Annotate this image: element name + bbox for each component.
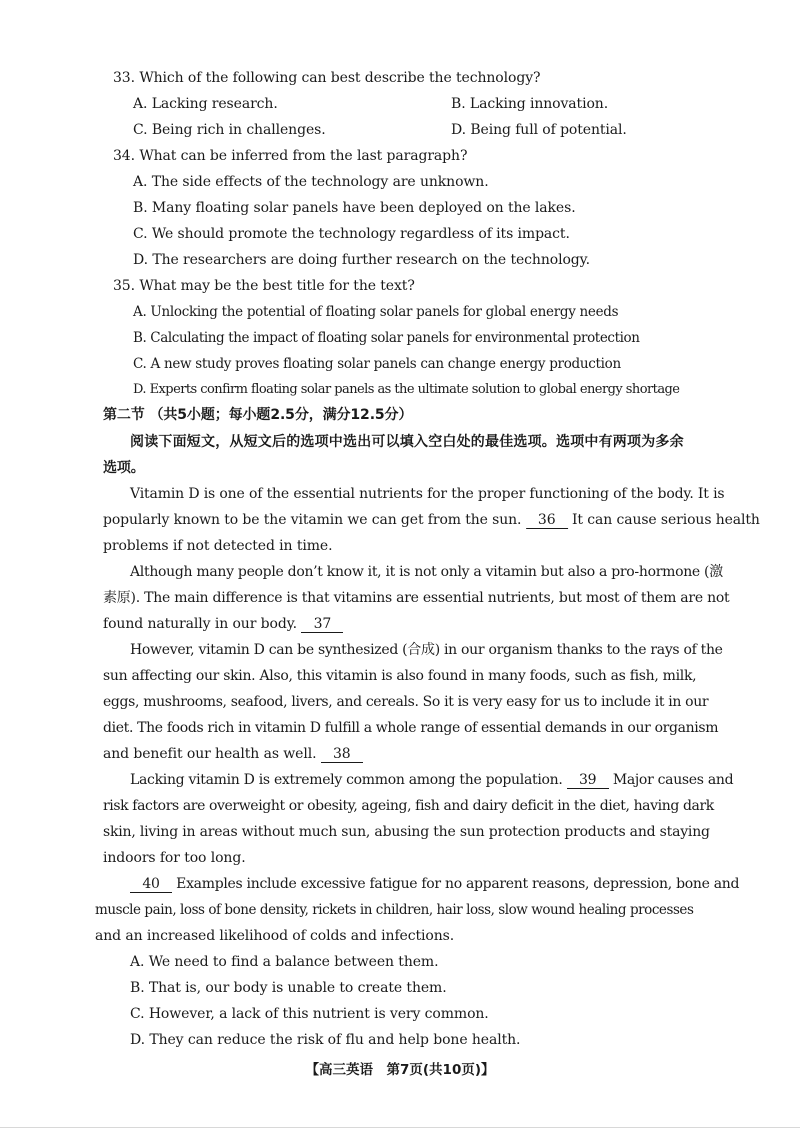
section-2-instruction-continued: 选项。 xyxy=(103,460,145,476)
question-34-option-a: A. The side effects of the technology are unknown. xyxy=(133,174,489,190)
answer-option-a: A. We need to find a balance between them. xyxy=(130,954,439,970)
section-2-heading: 第二节 （共5小题；每小题2.5分，满分12.5分） xyxy=(103,407,413,423)
question-33-option-a: A. Lacking research. xyxy=(133,96,278,112)
question-34-option-c: C. We should promote the technology regardless of its impact. xyxy=(133,226,570,242)
question-34-stem: 34. What can be inferred from the last paragraph? xyxy=(113,148,468,164)
passage-line: sun affecting our skin. Also, this vitamin is also found in many foods, such as fish, milk, xyxy=(103,668,697,684)
question-35-option-b: B. Calculating the impact of floating solar panels for environmental protection xyxy=(133,330,640,346)
answer-option-b: B. That is, our body is unable to create them. xyxy=(130,980,447,996)
passage-line: muscle pain, loss of bone density, rickets in children, hair loss, slow wound healing processes xyxy=(95,902,694,918)
blank-39: 39 xyxy=(567,772,609,789)
passage-line xyxy=(103,744,363,764)
blank-40: 40 xyxy=(130,876,172,893)
passage-text: found naturally in our body. xyxy=(103,616,298,632)
passage-line: and an increased likelihood of colds and infections. xyxy=(95,928,455,944)
passage-line: problems if not detected in time. xyxy=(103,538,333,554)
passage-line: Vitamin D is one of the essential nutrients for the proper functioning of the body. It is xyxy=(130,486,725,502)
passage-line: risk factors are overweight or obesity, ageing, fish and dairy deficit in the diet, having dark xyxy=(103,798,714,814)
question-35-option-a: A. Unlocking the potential of floating solar panels for global energy needs xyxy=(133,304,619,320)
passage-line xyxy=(130,770,733,790)
question-35-stem: 35. What may be the best title for the text? xyxy=(113,278,415,294)
passage-line: indoors for too long. xyxy=(103,850,246,866)
blank-36: 36 xyxy=(526,512,568,529)
question-35-option-d: D. Experts confirm floating solar panels as the ultimate solution to global energy shortage xyxy=(133,382,680,397)
question-35-option-c: C. A new study proves floating solar panels can change energy production xyxy=(133,356,621,372)
passage-line: skin, living in areas without much sun, abusing the sun protection products and staying xyxy=(103,824,710,840)
blank-38: 38 xyxy=(321,746,363,763)
passage-line: 素原). The main difference is that vitamins are essential nutrients, but most of them are not xyxy=(103,590,730,606)
question-33-option-c: C. Being rich in challenges. xyxy=(133,122,326,138)
passage-text: It can cause serious health xyxy=(572,512,760,528)
passage-text: Lacking vitamin D is extremely common among the population. xyxy=(130,772,563,788)
passage-line xyxy=(103,510,760,530)
passage-line xyxy=(103,614,343,634)
question-34-option-d: D. The researchers are doing further research on the technology. xyxy=(133,252,590,268)
passage-text: Examples include excessive fatigue for no apparent reasons, depression, bone and xyxy=(176,876,740,892)
question-34-option-b: B. Many floating solar panels have been deployed on the lakes. xyxy=(133,200,576,216)
answer-option-d: D. They can reduce the risk of flu and help bone health. xyxy=(130,1032,521,1048)
passage-text: and benefit our health as well. xyxy=(103,746,317,762)
passage-line: However, vitamin D can be synthesized (合成) in our organism thanks to the rays of the xyxy=(130,642,723,658)
passage-text: Major causes and xyxy=(612,772,734,788)
question-33-stem: 33. Which of the following can best describe the technology? xyxy=(113,70,541,86)
answer-option-c: C. However, a lack of this nutrient is very common. xyxy=(130,1006,489,1022)
section-2-instruction: 阅读下面短文，从短文后的选项中选出可以填入空白处的最佳选项。选项中有两项为多余 xyxy=(130,434,684,450)
scan-edge-divider xyxy=(0,1127,800,1128)
question-33-option-b: B. Lacking innovation. xyxy=(451,96,609,112)
passage-line: diet. The foods rich in vitamin D fulfill a whole range of essential demands in our organism xyxy=(103,720,719,736)
passage-line xyxy=(130,874,739,894)
page-footer: 【高三英语 第7页(共10页)】 xyxy=(305,1062,495,1078)
blank-37: 37 xyxy=(301,616,343,633)
passage-line: Although many people don’t know it, it is not only a vitamin but also a pro-hormone (激 xyxy=(130,564,723,580)
passage-line: eggs, mushrooms, seafood, livers, and cereals. So it is very easy for us to include it in our xyxy=(103,694,709,710)
question-33-option-d: D. Being full of potential. xyxy=(451,122,627,138)
passage-text: popularly known to be the vitamin we can get from the sun. xyxy=(103,512,522,528)
